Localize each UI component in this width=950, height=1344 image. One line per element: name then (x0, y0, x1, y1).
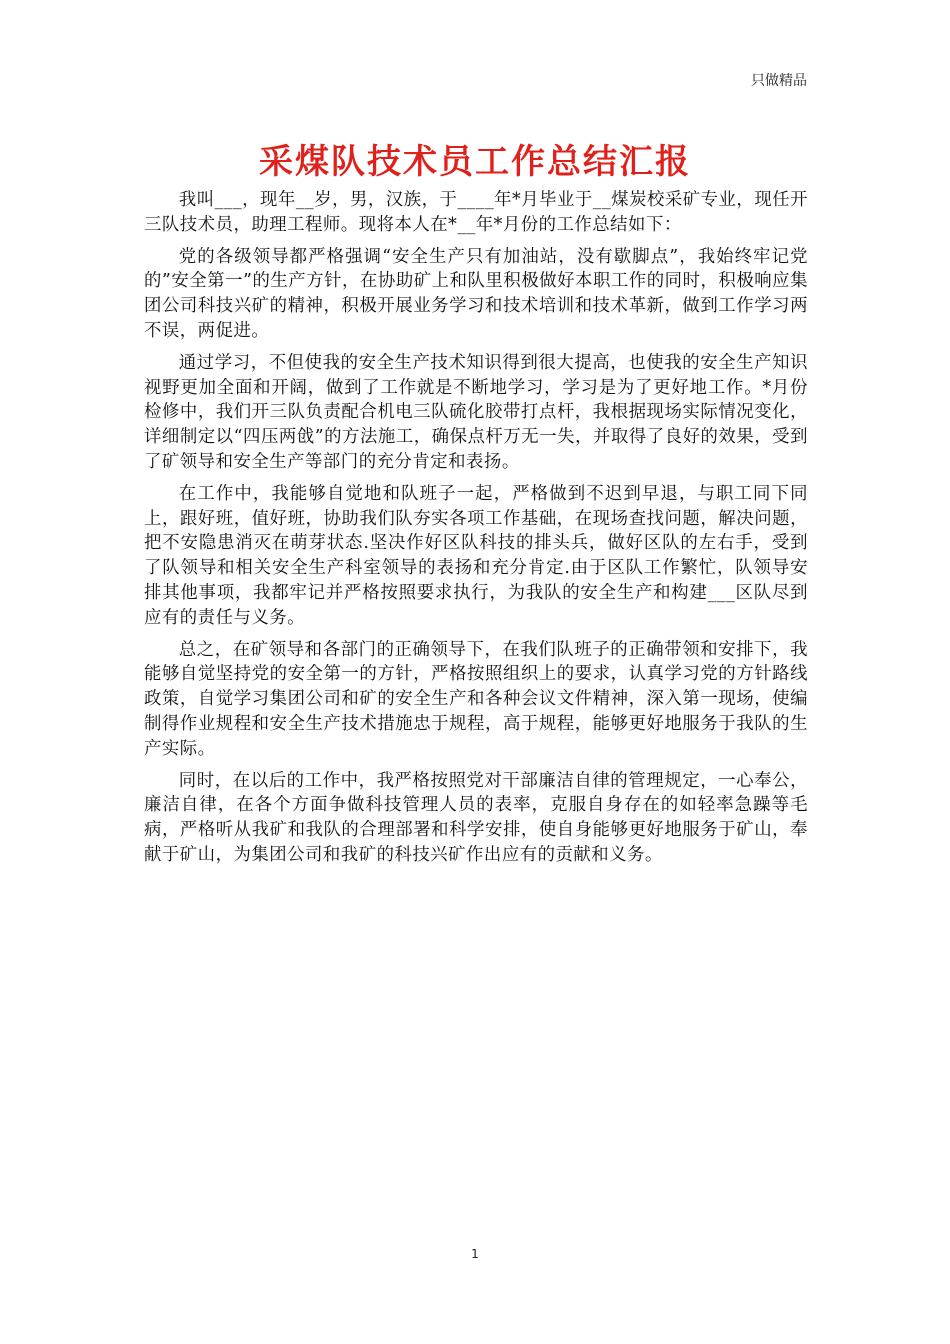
paragraph-learning: 通过学习，不但使我的安全生产技术知识得到很大提高，也使我的安全生产知识视野更加全面和开阔，做到了工作就是不断地学习，学习是为了更好地工作。*月份检修中，我们开三队负责配合机电三队硫化胶带打点杆，我根据现场实际情况变化，详细制定以“四压两戗”的方法施工，确保点杆万无一失，并取得了良好的效果，受到了矿领导和安全生产等部门的充分肯定和表扬。 (144, 352, 808, 472)
document-title: 采煤队技术员工作总结汇报 (259, 142, 691, 182)
paragraph-safety-policy: 党的各级领导都严格强调“安全生产只有加油站，没有歇脚点”，我始终牢记党的”安全第一”的生产方针，在协助矿上和队里积极做好本职工作的同时，积极响应集团公司科技兴矿的精神，积极开展业务学习和技术培训和技术革新，做到工作学习两不误，两促进。 (144, 246, 808, 341)
paragraph-summary: 总之，在矿领导和各部门的正确领导下，在我们队班子的正确带领和安排下，我能够自觉坚持党的安全第一的方针，严格按照组织上的要求，认真学习党的方针路线政策，自觉学习集团公司和矿的安全生产和各种会议文件精神，深入第一现场，使编制得作业规程和安全生产技术措施忠于规程，高于规程，能够更好地服务于我队的生产实际。 (144, 639, 808, 759)
document-body (144, 188, 808, 875)
header-tag: 只做精品 (751, 73, 807, 89)
page-number: 1 (471, 1247, 479, 1261)
paragraph-future: 同时，在以后的工作中，我严格按照党对干部廉洁自律的管理规定，一心奉公，廉洁自律，在各个方面争做科技管理人员的表率，克服自身存在的如轻率急躁等毛病，严格听从我矿和我队的合理部署和科学安排，使自身能够更好地服务于矿山，奉献于矿山，为集团公司和我矿的科技兴矿作出应有的贡献和义务。 (144, 770, 808, 865)
paragraph-work: 在工作中，我能够自觉地和队班子一起，严格做到不迟到早退，与职工同下同上，跟好班，值好班，协助我们队夯实各项工作基础，在现场查找问题，解决问题，把不安隐患消灭在萌芽状态.坚决作好区队科技的排头兵，做好区队的左右手，受到了队领导和相关安全生产科室领导的表扬和充分肯定.由于区队工作繁忙，队领导安排其他事项，我都牢记并严格按照要求执行，为我队的安全生产和构建___区队尽到应有的责任与义务。 (144, 483, 808, 628)
paragraph-intro: 我叫___，现年__岁，男，汉族，于____年*月毕业于__煤炭校采矿专业，现任开三队技术员，助理工程师。现将本人在*__年*月份的工作总结如下： (144, 190, 808, 235)
